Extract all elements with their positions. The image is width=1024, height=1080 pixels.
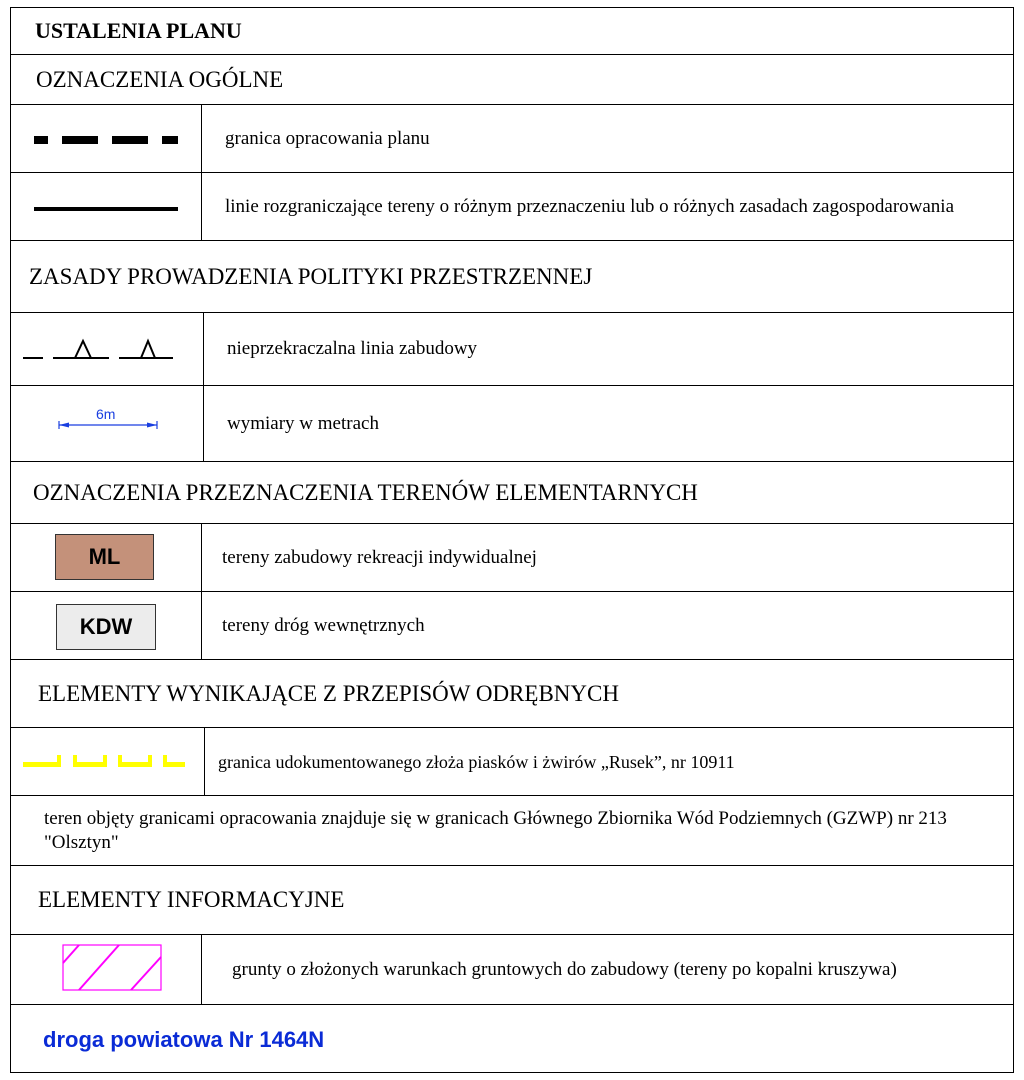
symbol-cell bbox=[11, 313, 204, 385]
legend-title-row bbox=[11, 8, 1013, 55]
legend-item-kdw bbox=[11, 592, 1013, 660]
symbol-cell bbox=[11, 173, 202, 240]
gzwp-note-row bbox=[11, 796, 1013, 866]
dividing-lines-label: linie rozgraniczające tereny o różnym przeznaczeniu lub o różnych zasadach zagospodarowania bbox=[225, 195, 955, 217]
legend-item-deposit bbox=[11, 728, 1013, 796]
legend-item-complex-soil bbox=[11, 935, 1013, 1005]
section-general-title: OZNACZENIA OGÓLNE bbox=[36, 66, 284, 92]
symbol-cell bbox=[11, 524, 202, 591]
ml-label: tereny zabudowy rekreacji indywidualnej bbox=[222, 546, 537, 568]
dimension-value-label: 6m bbox=[96, 406, 116, 422]
section-policy-title: ZASADY PROWADZENIA POLITYKI PRZESTRZENNEJ bbox=[29, 263, 593, 289]
section-general bbox=[11, 55, 1013, 105]
symbol-cell bbox=[11, 105, 202, 172]
symbol-cell bbox=[11, 592, 202, 659]
legend-item-building-line bbox=[11, 313, 1013, 386]
deposit-label: granica udokumentowanego złoża piasków i żwirów „Rusek”, nr 10911 bbox=[218, 751, 735, 772]
road-label: droga powiatowa Nr 1464N bbox=[43, 1026, 325, 1052]
solid-line-icon bbox=[11, 173, 201, 241]
section-policy bbox=[11, 241, 1013, 313]
gzwp-note: teren objęty granicami opracowania znajduje się w granicach Głównego Zbiornika Wód Podziemnych (GZWP) nr 213 "Olsztyn" bbox=[44, 807, 947, 853]
dashed-line-icon bbox=[11, 105, 201, 173]
symbol-cell bbox=[11, 935, 202, 1004]
kdw-label: tereny dróg wewnętrznych bbox=[222, 614, 425, 636]
section-land-use-title: OZNACZENIA PRZEZNACZENIA TERENÓW ELEMENTARNYCH bbox=[33, 479, 698, 505]
legend-item-ml bbox=[11, 524, 1013, 592]
legend-item-dimensions bbox=[11, 386, 1013, 462]
building-line-label: nieprzekraczalna linia zabudowy bbox=[227, 338, 478, 359]
legend-item-plan-boundary bbox=[11, 105, 1013, 173]
section-informational-title: ELEMENTY INFORMACYJNE bbox=[38, 887, 345, 912]
symbol-cell bbox=[11, 728, 205, 795]
road-row bbox=[11, 1005, 1013, 1074]
plan-legend bbox=[10, 7, 1014, 1073]
deposit-boundary-icon bbox=[11, 728, 204, 796]
section-informational bbox=[11, 866, 1013, 935]
complex-soil-label: grunty o złożonych warunkach gruntowych do zabudowy (tereny po kopalni kruszywa) bbox=[232, 958, 897, 980]
building-line-icon bbox=[11, 313, 203, 386]
kdw-code-box: KDW bbox=[56, 604, 156, 650]
hatch-pattern-icon bbox=[11, 935, 201, 1005]
ml-code-box: ML bbox=[55, 534, 154, 580]
section-regulations-title: ELEMENTY WYNIKAJĄCE Z PRZEPISÓW ODRĘBNYCH bbox=[38, 680, 619, 706]
legend-item-dividing-lines bbox=[11, 173, 1013, 241]
section-land-use bbox=[11, 462, 1013, 524]
symbol-cell bbox=[11, 386, 204, 461]
legend-title: USTALENIA PLANU bbox=[35, 18, 242, 43]
dimension-arrow-icon bbox=[11, 386, 203, 462]
dimensions-label: wymiary w metrach bbox=[227, 412, 379, 434]
section-regulations bbox=[11, 660, 1013, 728]
plan-boundary-label: granica opracowania planu bbox=[225, 127, 430, 149]
